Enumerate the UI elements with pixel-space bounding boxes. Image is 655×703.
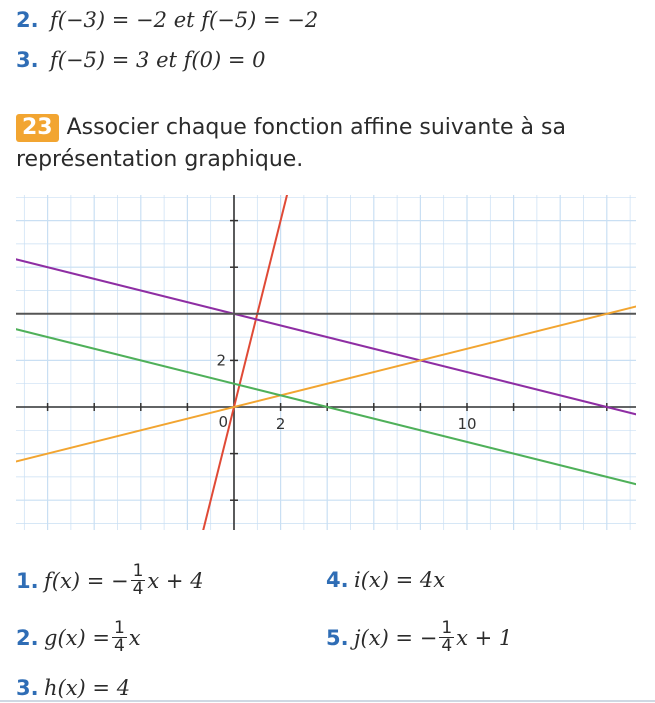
series-line-4 (16, 282, 636, 474)
item-number: 2. (16, 8, 39, 32)
function-item-5 (326, 620, 512, 655)
function-item-1 (16, 563, 204, 598)
item-text: f(−5) = 3 et f(0) = 0 (50, 48, 266, 72)
series-lines (16, 195, 636, 530)
function-lhs: f(x) = − (44, 568, 129, 593)
origin-label: 0 (218, 413, 228, 431)
series-line-5 (16, 317, 636, 509)
function-number: 1. (16, 568, 39, 593)
exercise-number-badge: 23 (16, 114, 59, 142)
function-lhs: j(x) = − (354, 625, 438, 650)
function-tail: x + 1 (456, 625, 513, 650)
tick-labels (216, 351, 476, 433)
fraction: $\frac{1}{4}$ (441, 618, 453, 656)
x-tick-label: 10 (457, 415, 477, 433)
page-bottom-rule (0, 700, 655, 702)
grid (16, 195, 636, 530)
function-tail: x + 4 (147, 568, 204, 593)
previous-item-2 (16, 8, 318, 32)
function-number: 2. (16, 625, 39, 650)
function-expression: h(x) = 4 (44, 676, 131, 700)
function-number: 4. (326, 568, 349, 592)
series-line-2 (16, 247, 636, 439)
series-line-1 (16, 195, 636, 530)
function-item-3 (16, 676, 130, 700)
x-tick-label: 2 (275, 415, 286, 433)
function-expression: i(x) = 4x (354, 568, 446, 592)
item-text: f(−3) = −2 et f(−5) = −2 (50, 8, 319, 32)
function-item-2 (16, 620, 141, 655)
function-item-4 (326, 568, 445, 592)
function-number: 3. (16, 676, 39, 700)
function-number: 5. (326, 625, 349, 650)
fraction: $\frac{1}{4}$ (132, 561, 144, 599)
function-graph (16, 195, 636, 530)
function-lhs: g(x) = (44, 625, 110, 650)
y-tick-label: 2 (216, 351, 226, 370)
fraction: $\frac{1}{4}$ (113, 618, 125, 656)
axes (16, 195, 636, 530)
previous-item-3 (16, 48, 265, 72)
exercise-header (16, 112, 636, 176)
exercise-instruction: Associer chaque fonction affine suivante à sa représentation graphique. (16, 115, 566, 172)
function-tail: x (128, 625, 141, 650)
item-number: 3. (16, 48, 39, 72)
